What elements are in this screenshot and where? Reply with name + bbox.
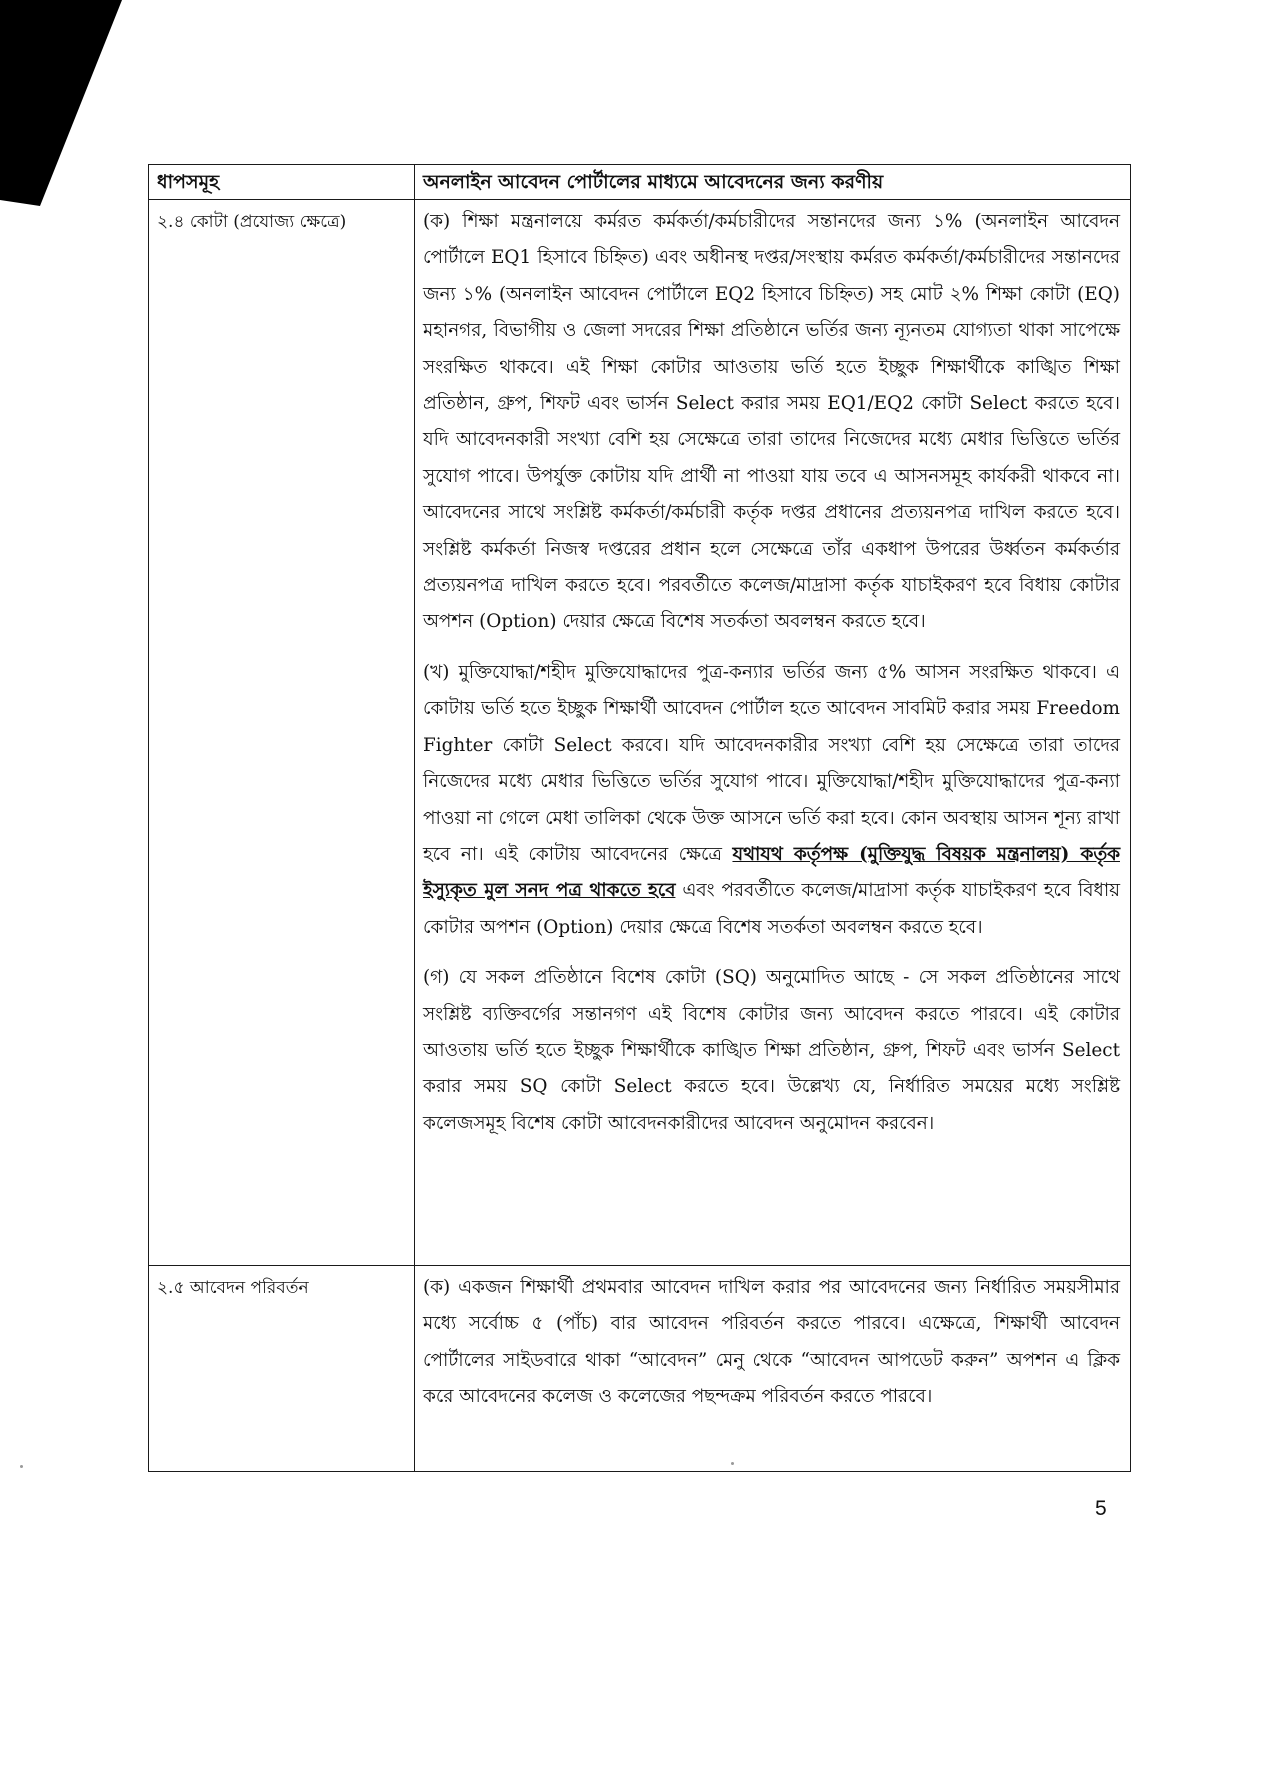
quota-description [415,200,1131,1266]
header-actions: অনলাইন আবেদন পোর্টালের মাধ্যমে আবেদনের জন্য করণীয় [415,165,1131,200]
scan-corner-mark [0,0,130,210]
quota-paragraph-kha [423,655,1120,946]
quota-kha-emphasis: যথাযথ কর্তৃপক্ষ (মুক্তিযুদ্ধ বিষয়ক মন্ত্রনালয়) কর্তৃক ইস্যুকৃত মুল সনদ পত্র থাকতে হবে [423,843,1120,902]
step-application-change: ২.৫ আবেদন পরিবর্তন [149,1266,415,1472]
page-number: 5 [1095,1497,1107,1520]
quota-kha-text-before: (খ) মুক্তিযোদ্ধা/শহীদ মুক্তিযোদ্ধাদের পুত্র-কন্যার ভর্তির জন্য ৫% আসন সংরক্ষিত থাকবে। এ কোটায় ভর্তি হতে ইচ্ছুক শিক্ষার্থী আবেদন পোর্টাল হতে আবেদন সাবমিট করার সময় Freedom Fighter কোটা Select করবে। যদি আবেদনকারীর সংখ্যা বেশি হয় সেক্ষেত্রে তারা তাদের নিজেদের মধ্যে মেধার ভিত্তিতে ভর্তির সুযোগ পাবে। মুক্তিযোদ্ধা/শহীদ মুক্তিযোদ্ধাদের পুত্র-কন্যা পাওয়া না গেলে মেধা তালিকা থেকে উক্ত আসনে ভর্তি করা হবে। কোন অবস্থায় আসন শূন্য রাখা হবে না। এই কোটায় আবেদনের ক্ষেত্রে [423,661,1120,865]
quota-paragraph-ga: (গ) যে সকল প্রতিষ্ঠানে বিশেষ কোটা (SQ) অনুমোদিত আছে - সে সকল প্রতিষ্ঠানের সাথে সংশ্লিষ্ট ব্যক্তিবর্গের সন্তানগণ এই বিশেষ কোটার জন্য আবেদন করতে পারবে। এই কোটার আওতায় ভর্তি হতে ইচ্ছুক শিক্ষার্থীকে কাঙ্খিত শিক্ষা প্রতিষ্ঠান, গ্রুপ, শিফট এবং ভার্সন Select করার সময় SQ কোটা Select করতে হবে। উল্লেখ্য যে, নির্ধারিত সময়ের মধ্যে সংশ্লিষ্ট কলেজসমূহ বিশেষ কোটা আবেদনকারীদের আবেদন অনুমোদন করবেন। [423,967,1120,1134]
scan-speck [731,1462,734,1465]
header-steps: ধাপসমূহ [149,165,415,200]
table-row-quota [149,200,1131,1266]
admission-steps-table [148,164,1131,1472]
quota-kha-text-after: এবং পরবর্তীতে কলেজ/মাদ্রাসা কর্তৃক যাচাইকরণ হবে বিধায় কোটার অপশন (Option) দেয়ার ক্ষেত্রে বিশেষ সতর্কতা অবলম্বন করতে হবে। [423,880,1121,938]
change-paragraph-ka: (ক) একজন শিক্ষার্থী প্রথমবার আবেদন দাখিল করার পর আবেদনের জন্য নির্ধারিত সময়সীমার মধ্যে সর্বোচ্চ ৫ (পাঁচ) বার আবেদন পরিবর্তন করতে পারবে। এক্ষেত্রে, শিক্ষার্থী আবেদন পোর্টালের সাইডবারে থাকা “আবেদন” মেনু থেকে “আবেদন আপডেট করুন” অপশন এ ক্লিক করে আবেদনের কলেজ ও কলেজের পছন্দক্রম পরিবর্তন করতে পারবে। [423,1277,1120,1408]
step-quota: ২.৪ কোটা (প্রযোজ্য ক্ষেত্রে) [149,200,415,1266]
application-change-description [415,1266,1131,1472]
quota-paragraph-ka: (ক) শিক্ষা মন্ত্রনালয়ে কর্মরত কর্মকর্তা/কর্মচারীদের সন্তানদের জন্য ১% (অনলাইন আবেদন পোর্টালে EQ1 হিসাবে চিহ্নিত) এবং অধীনস্থ দপ্তর/সংস্থায় কর্মরত কর্মকর্তা/কর্মচারীদের সন্তানদের জন্য ১% (অনলাইন আবেদন পোর্টালে EQ2 হিসাবে চিহ্নিত) সহ মোট ২% শিক্ষা কোটা (EQ) মহানগর, বিভাগীয় ও জেলা সদরের শিক্ষা প্রতিষ্ঠানে ভর্তির জন্য ন্যূনতম যোগ্যতা থাকা সাপেক্ষে সংরক্ষিত থাকবে। এই শিক্ষা কোটার আওতায় ভর্তি হতে ইচ্ছুক শিক্ষার্থীকে কাঙ্খিত শিক্ষা প্রতিষ্ঠান, গ্রুপ, শিফট এবং ভার্সন Select করার সময় EQ1/EQ2 কোটা Select করতে হবে। যদি আবেদনকারী সংখ্যা বেশি হয় সেক্ষেত্রে তারা তাদের নিজেদের মধ্যে মেধার ভিত্তিতে ভর্তির সুযোগ পাবে। উপর্যুক্ত কোটায় যদি প্রার্থী না পাওয়া যায় তবে এ আসনসমূহ কার্যকরী থাকবে না। আবেদনের সাথে সংশ্লিষ্ট কর্মকর্তা/কর্মচারী কর্তৃক দপ্তর প্রধানের প্রত্যয়নপত্র দাখিল করতে হবে। সংশ্লিষ্ট কর্মকর্তা নিজস্ব দপ্তরের প্রধান হলে সেক্ষেত্রে তাঁর একধাপ উপরের উর্ধ্বতন কর্মকর্তার প্রত্যয়নপত্র দাখিল করতে হবে। পরবর্তীতে কলেজ/মাদ্রাসা কর্তৃক যাচাইকরণ হবে বিধায় কোটার অপশন (Option) দেয়ার ক্ষেত্রে বিশেষ সতর্কতা অবলম্বন করতে হবে। [423,211,1120,633]
table-row-application-change [149,1266,1131,1472]
scan-speck [20,1465,23,1468]
table-header-row [149,165,1131,200]
